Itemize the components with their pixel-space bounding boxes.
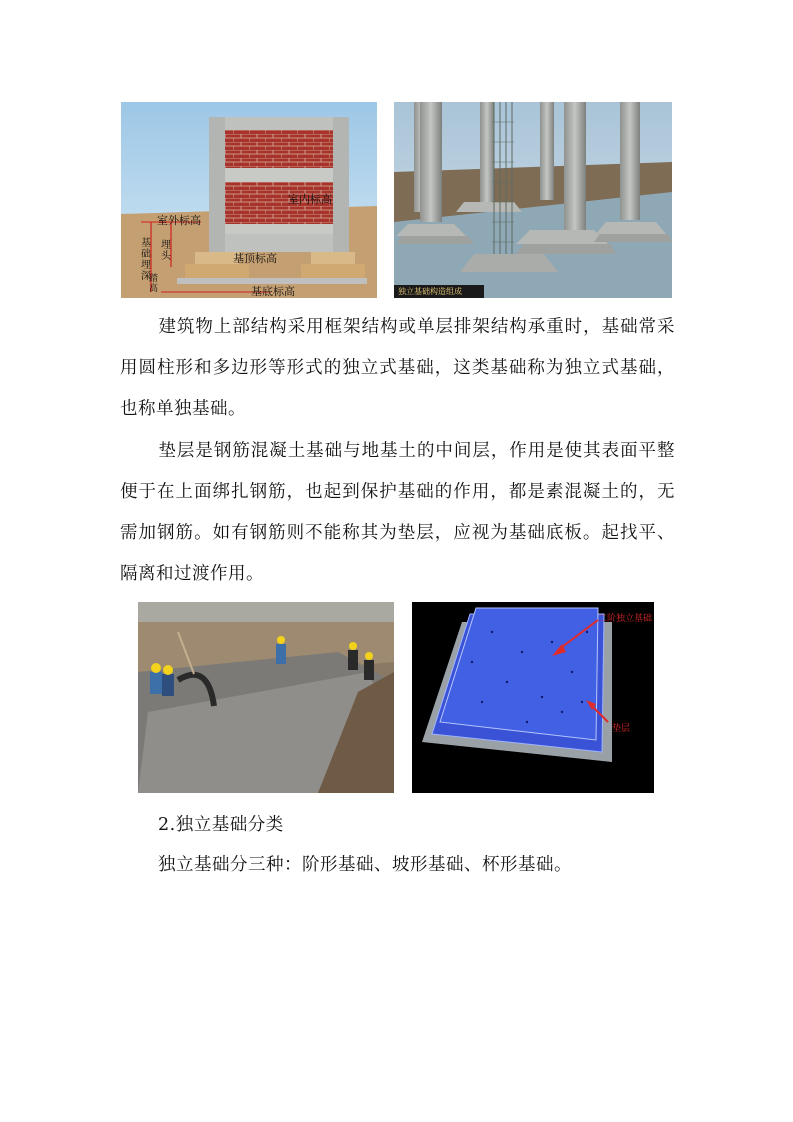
- label-step-height: 踏高: [149, 274, 159, 294]
- label-burial-head: 埋头: [161, 240, 171, 262]
- label-outdoor-level: 室外标高: [157, 214, 201, 227]
- section-heading: 2.独立基础分类: [158, 815, 284, 835]
- column-footing-illustration: [394, 102, 672, 298]
- label-indoor-level: 室内标高: [288, 193, 332, 206]
- paragraph-independent-foundation: [120, 307, 675, 430]
- paragraph-text: 垫层是钢筋混凝土基础与地基土的中间层，作用是使其表面平整便于在上面绑扎钢筋，也起到保护基础的作用，都是素混凝土的，无需加钢筋。如有钢筋则不能称其为垫层，应视为基础底板。起找平、隔离和过渡作用。: [120, 441, 675, 584]
- construction-site-illustration: [138, 602, 394, 793]
- label-cushion: 垫层: [612, 724, 631, 734]
- label-foundation-depth: 基础埋深: [141, 238, 151, 282]
- construction-site-photo: [138, 602, 394, 793]
- label-top-level: 基顶标高: [233, 252, 277, 265]
- building-section-figure: [121, 102, 377, 298]
- label-bottom-level: 基底标高: [251, 285, 295, 298]
- building-section-illustration: [121, 102, 377, 298]
- label-two-step-foundation: 二阶独立基础: [598, 614, 653, 624]
- paragraph-cushion-layer: [120, 431, 675, 595]
- paragraph-text: 建筑物上部结构采用框架结构或单层排架结构承重时，基础常采用圆柱形和多边形等形式的独立式基础，这类基础称为独立式基础，也称单独基础。: [120, 317, 675, 419]
- paragraph-foundation-types: 独立基础分三种：阶形基础、坡形基础、杯形基础。: [158, 855, 572, 875]
- two-step-foundation-render: [412, 602, 654, 793]
- column-figure-caption: 独立基础构造组成: [398, 287, 462, 296]
- two-step-foundation-illustration: [412, 602, 654, 793]
- column-footing-figure: [394, 102, 672, 298]
